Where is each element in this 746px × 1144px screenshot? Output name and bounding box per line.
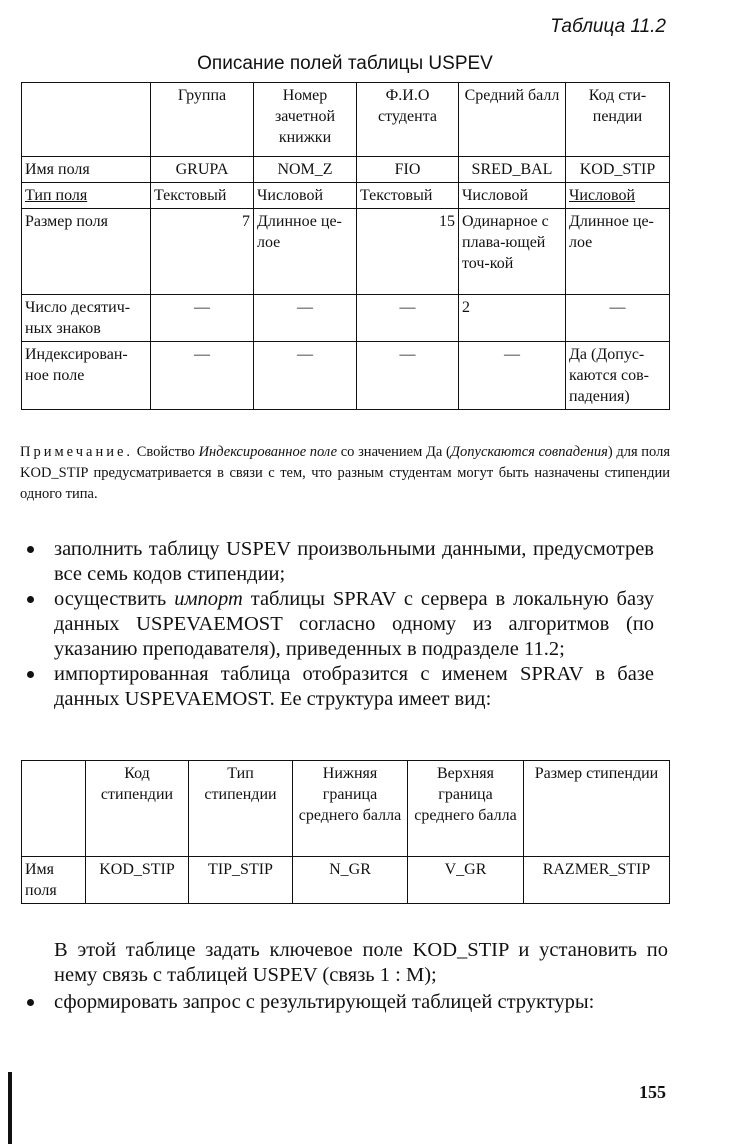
table-row xyxy=(22,157,670,183)
header-cell: Верхняя граница среднего балла xyxy=(408,761,524,857)
list-item-text: таблицы SPRAV с сервера в локальную базу данных USPEVAEMOST согласно одному из алгоритмов (по указанию преподавателя), приведенных в подразделе 11.2; xyxy=(54,588,655,660)
table-row xyxy=(22,183,670,209)
bullet-icon xyxy=(27,671,34,678)
paragraph: В этой таблице задать ключевое поле KOD_STIP и установить по нему связь с таблицей USPEV (связь 1 : M); xyxy=(54,939,668,986)
table-cell: — xyxy=(566,295,670,342)
header-cell xyxy=(22,83,151,157)
instruction-list xyxy=(20,990,654,1015)
table-caption: Описание полей таблицы USPEV xyxy=(197,53,493,74)
header-cell: Ф.И.О студента xyxy=(357,83,459,157)
row-label: Индексирован-ное поле xyxy=(22,342,151,410)
note-text: со значением Да ( xyxy=(337,444,451,460)
list-item-text: импортированная таблица отобразится с именем SPRAV в базе данных USPEVAEMOST. Ее структура имеет вид: xyxy=(54,663,654,710)
list-item xyxy=(20,990,654,1015)
list-item-text: сформировать запрос с результирующей таблицей структуры: xyxy=(54,991,595,1013)
header-cell: Код стипендии xyxy=(86,761,189,857)
row-label: Число десятич-ных знаков xyxy=(22,295,151,342)
bullet-icon xyxy=(27,596,34,603)
table-cell: Длинное це-лое xyxy=(254,209,357,295)
table-cell: TIP_STIP xyxy=(189,857,293,904)
row-label: Имя поля xyxy=(22,857,86,904)
table-cell: — xyxy=(254,295,357,342)
table-note xyxy=(20,442,670,505)
table-cell: — xyxy=(357,342,459,410)
table-row xyxy=(22,209,670,295)
note-text: ) для поля KOD_STIP предусматривается в связи с тем, что разным студентам могут быть назначены стипендии одного типа. xyxy=(20,444,671,502)
table-cell: KOD_STIP xyxy=(86,857,189,904)
header-cell: Нижняя граница среднего балла xyxy=(293,761,408,857)
table-cell: 7 xyxy=(151,209,254,295)
header-cell: Размер стипендии xyxy=(524,761,670,857)
header-cell: Код сти-пендии xyxy=(566,83,670,157)
row-label: Тип поля xyxy=(22,183,151,209)
list-item xyxy=(20,537,654,587)
note-text: Свойство xyxy=(133,444,199,460)
table-cell: 15 xyxy=(357,209,459,295)
table-row xyxy=(22,342,670,410)
table-cell: Текстовый xyxy=(151,183,254,209)
table-cell: Да (Допус-каются сов-падения) xyxy=(566,342,670,410)
note-italic-term: Допускаются совпадения xyxy=(450,444,608,460)
table-cell: 2 xyxy=(459,295,566,342)
table-cell: Одинарное с плава-ющей точ-кой xyxy=(459,209,566,295)
scan-edge-mark xyxy=(8,1072,12,1144)
table-cell: Числовой xyxy=(254,183,357,209)
row-label: Имя поля xyxy=(22,157,151,183)
table-cell: KOD_STIP xyxy=(566,157,670,183)
table-header-row xyxy=(22,83,670,157)
table-header-row xyxy=(22,761,670,857)
sprav-structure-table xyxy=(21,760,670,904)
page-number: 155 xyxy=(639,1082,666,1102)
table-cell: Числовой xyxy=(566,183,670,209)
table-cell: Длинное це-лое xyxy=(566,209,670,295)
table-cell: — xyxy=(459,342,566,410)
table-cell: RAZMER_STIP xyxy=(524,857,670,904)
table-cell: Числовой xyxy=(459,183,566,209)
instruction-list xyxy=(20,537,654,712)
table-cell: V_GR xyxy=(408,857,524,904)
table-number: Таблица 11.2 xyxy=(550,16,666,37)
list-item xyxy=(20,662,654,712)
table-cell: Текстовый xyxy=(357,183,459,209)
table-cell: — xyxy=(151,342,254,410)
note-label: Примечание. xyxy=(20,444,134,460)
table-row xyxy=(22,857,670,904)
bullet-icon xyxy=(27,546,34,553)
header-cell: Средний балл xyxy=(459,83,566,157)
table-cell: FIO xyxy=(357,157,459,183)
list-item-italic: импорт xyxy=(174,588,243,610)
table-cell: — xyxy=(254,342,357,410)
table-row xyxy=(22,295,670,342)
note-italic-term: Индексированное поле xyxy=(198,444,338,460)
table-cell: — xyxy=(357,295,459,342)
table-cell: N_GR xyxy=(293,857,408,904)
list-item xyxy=(20,587,654,662)
bullet-icon xyxy=(27,999,34,1006)
row-label: Размер поля xyxy=(22,209,151,295)
uspev-fields-table xyxy=(21,82,670,410)
table-cell: — xyxy=(151,295,254,342)
list-item-text: осуществить xyxy=(54,588,175,610)
header-cell xyxy=(22,761,86,857)
list-item-text: заполнить таблицу USPEV произвольными данными, предусмотрев все семь кодов стипендии; xyxy=(54,538,654,585)
header-cell: Номер зачетной книжки xyxy=(254,83,357,157)
table-cell: GRUPA xyxy=(151,157,254,183)
header-cell: Тип стипендии xyxy=(189,761,293,857)
header-cell: Группа xyxy=(151,83,254,157)
table-cell: SRED_BAL xyxy=(459,157,566,183)
table-cell: NOM_Z xyxy=(254,157,357,183)
